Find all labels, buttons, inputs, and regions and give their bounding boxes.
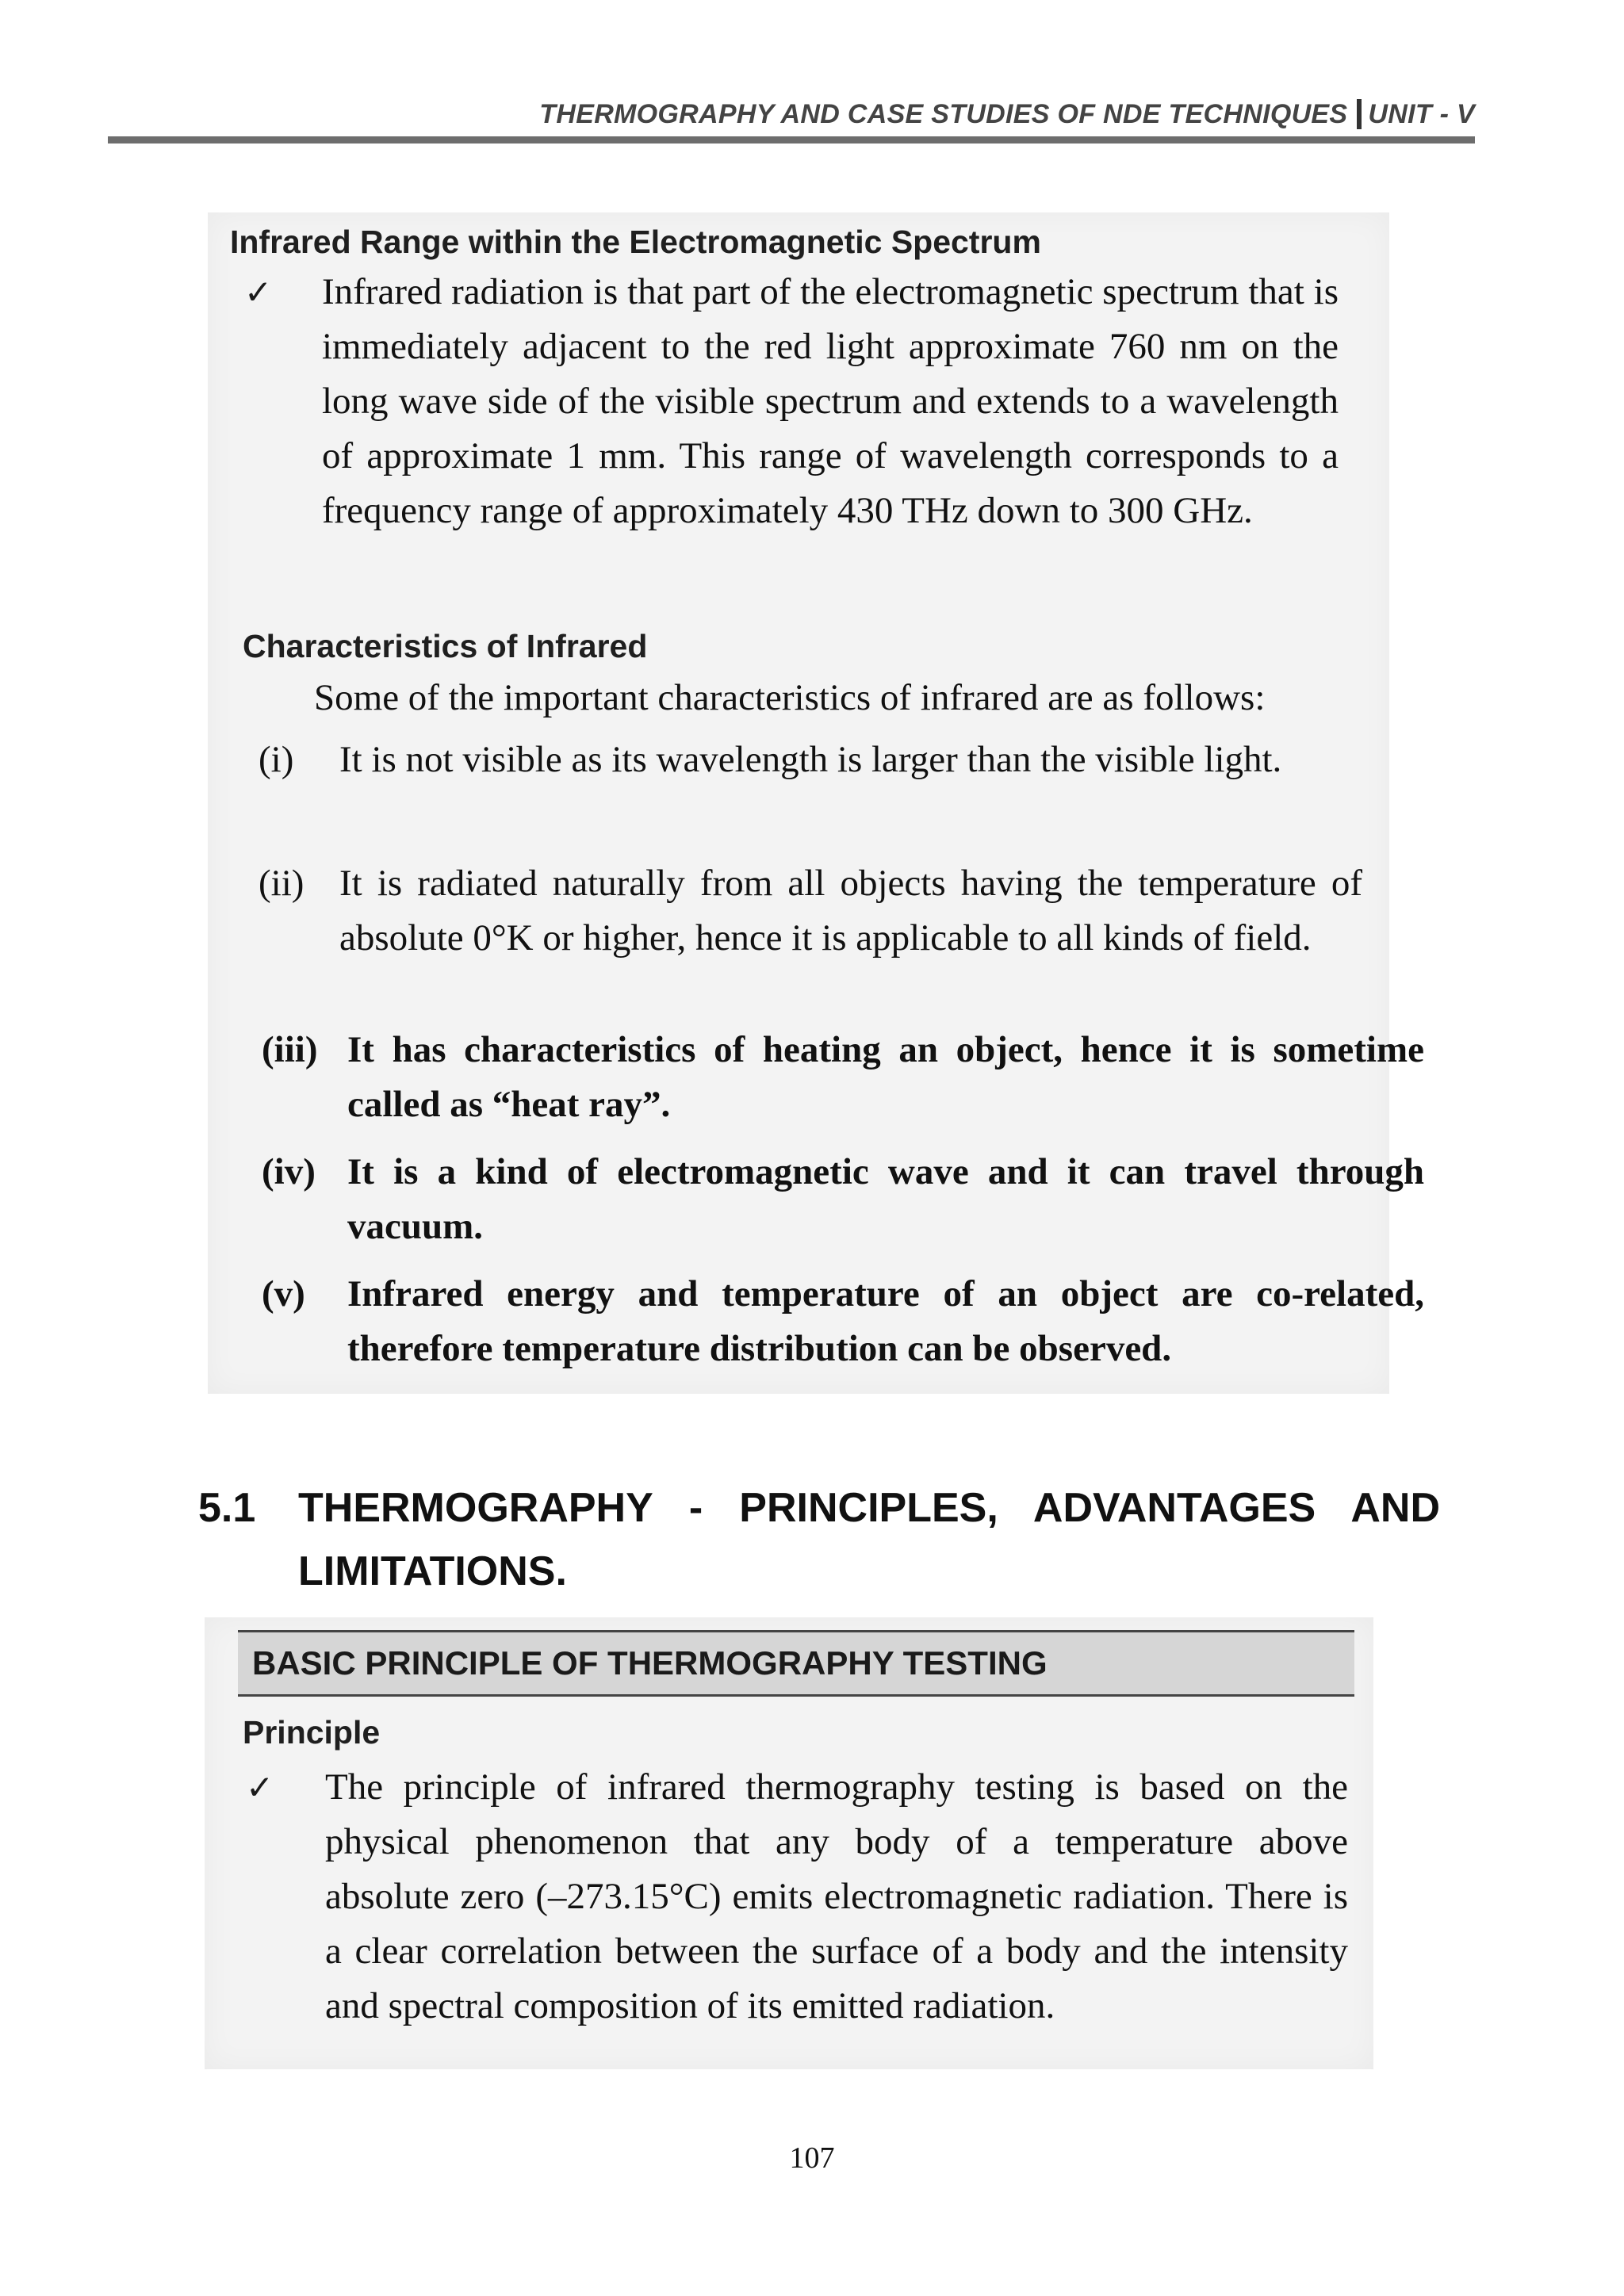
section-heading-infrared-range: Infrared Range within the Electromagnetic Spectrum	[230, 224, 1041, 260]
header-title: THERMOGRAPHY AND CASE STUDIES OF NDE TECHNIQUES	[539, 99, 1348, 129]
header-separator	[1357, 99, 1362, 129]
list-item-text: It is not visible as its wavelength is larger than the visible light.	[339, 739, 1282, 780]
list-item-number: (ii)	[259, 863, 304, 904]
infrared-range-paragraph: Infrared radiation is that part of the electromagnetic spectrum that is immediately adjacent to the red light approximate 760 nm on the long wave side of the visible spectrum and extends to a wavelength of approximate 1 mm. This range of wavelength corresponds to a frequency range of approximately 430 THz down to 300 GHz.	[322, 271, 1339, 531]
list-item-text: Infrared energy and temperature of an object are co-related, therefore temperature distribution can be observed.	[347, 1273, 1424, 1369]
section-heading-principle: Principle	[243, 1714, 381, 1751]
list-item-number: (iii)	[262, 1029, 318, 1070]
header-rule	[108, 136, 1475, 144]
section-number: 5.1	[198, 1485, 256, 1531]
list-item-number: (iv)	[262, 1151, 316, 1192]
header-unit: UNIT - V	[1368, 99, 1475, 129]
list-item-text: It is radiated naturally from all objects having the temperature of absolute 0°K or higher, hence it is applicable to all kinds of field.	[339, 863, 1362, 959]
list-item-number: (v)	[262, 1273, 305, 1314]
principle-banner	[238, 1630, 1354, 1697]
principle-paragraph: The principle of infrared thermography testing is based on the physical phenomenon that any body of a temperature above absolute zero (–273.15°C) emits electromagnetic radiation. There is a clear correlation between the surface of a body and the intensity and spectral composition of its emitted radiation.	[325, 1766, 1348, 2026]
list-item-number: (i)	[259, 739, 294, 780]
list-item-text: It has characteristics of heating an object, hence it is sometime called as “heat ray”.	[347, 1029, 1424, 1125]
check-mark-icon: ✓	[246, 1768, 274, 1807]
section-heading-characteristics: Characteristics of Infrared	[243, 628, 648, 664]
check-mark-icon: ✓	[244, 273, 273, 312]
page-title: THERMOGRAPHY - PRINCIPLES, ADVANTAGES AND LIMITATIONS.	[298, 1485, 1440, 1594]
characteristics-intro: Some of the important characteristics of infrared are as follows:	[314, 677, 1266, 718]
list-item-text: It is a kind of electromagnetic wave and it can travel through vacuum.	[347, 1151, 1424, 1247]
running-header	[108, 98, 1475, 130]
banner-label: BASIC PRINCIPLE OF THERMOGRAPHY TESTING	[252, 1644, 1048, 1682]
page-number: 107	[789, 2141, 835, 2175]
